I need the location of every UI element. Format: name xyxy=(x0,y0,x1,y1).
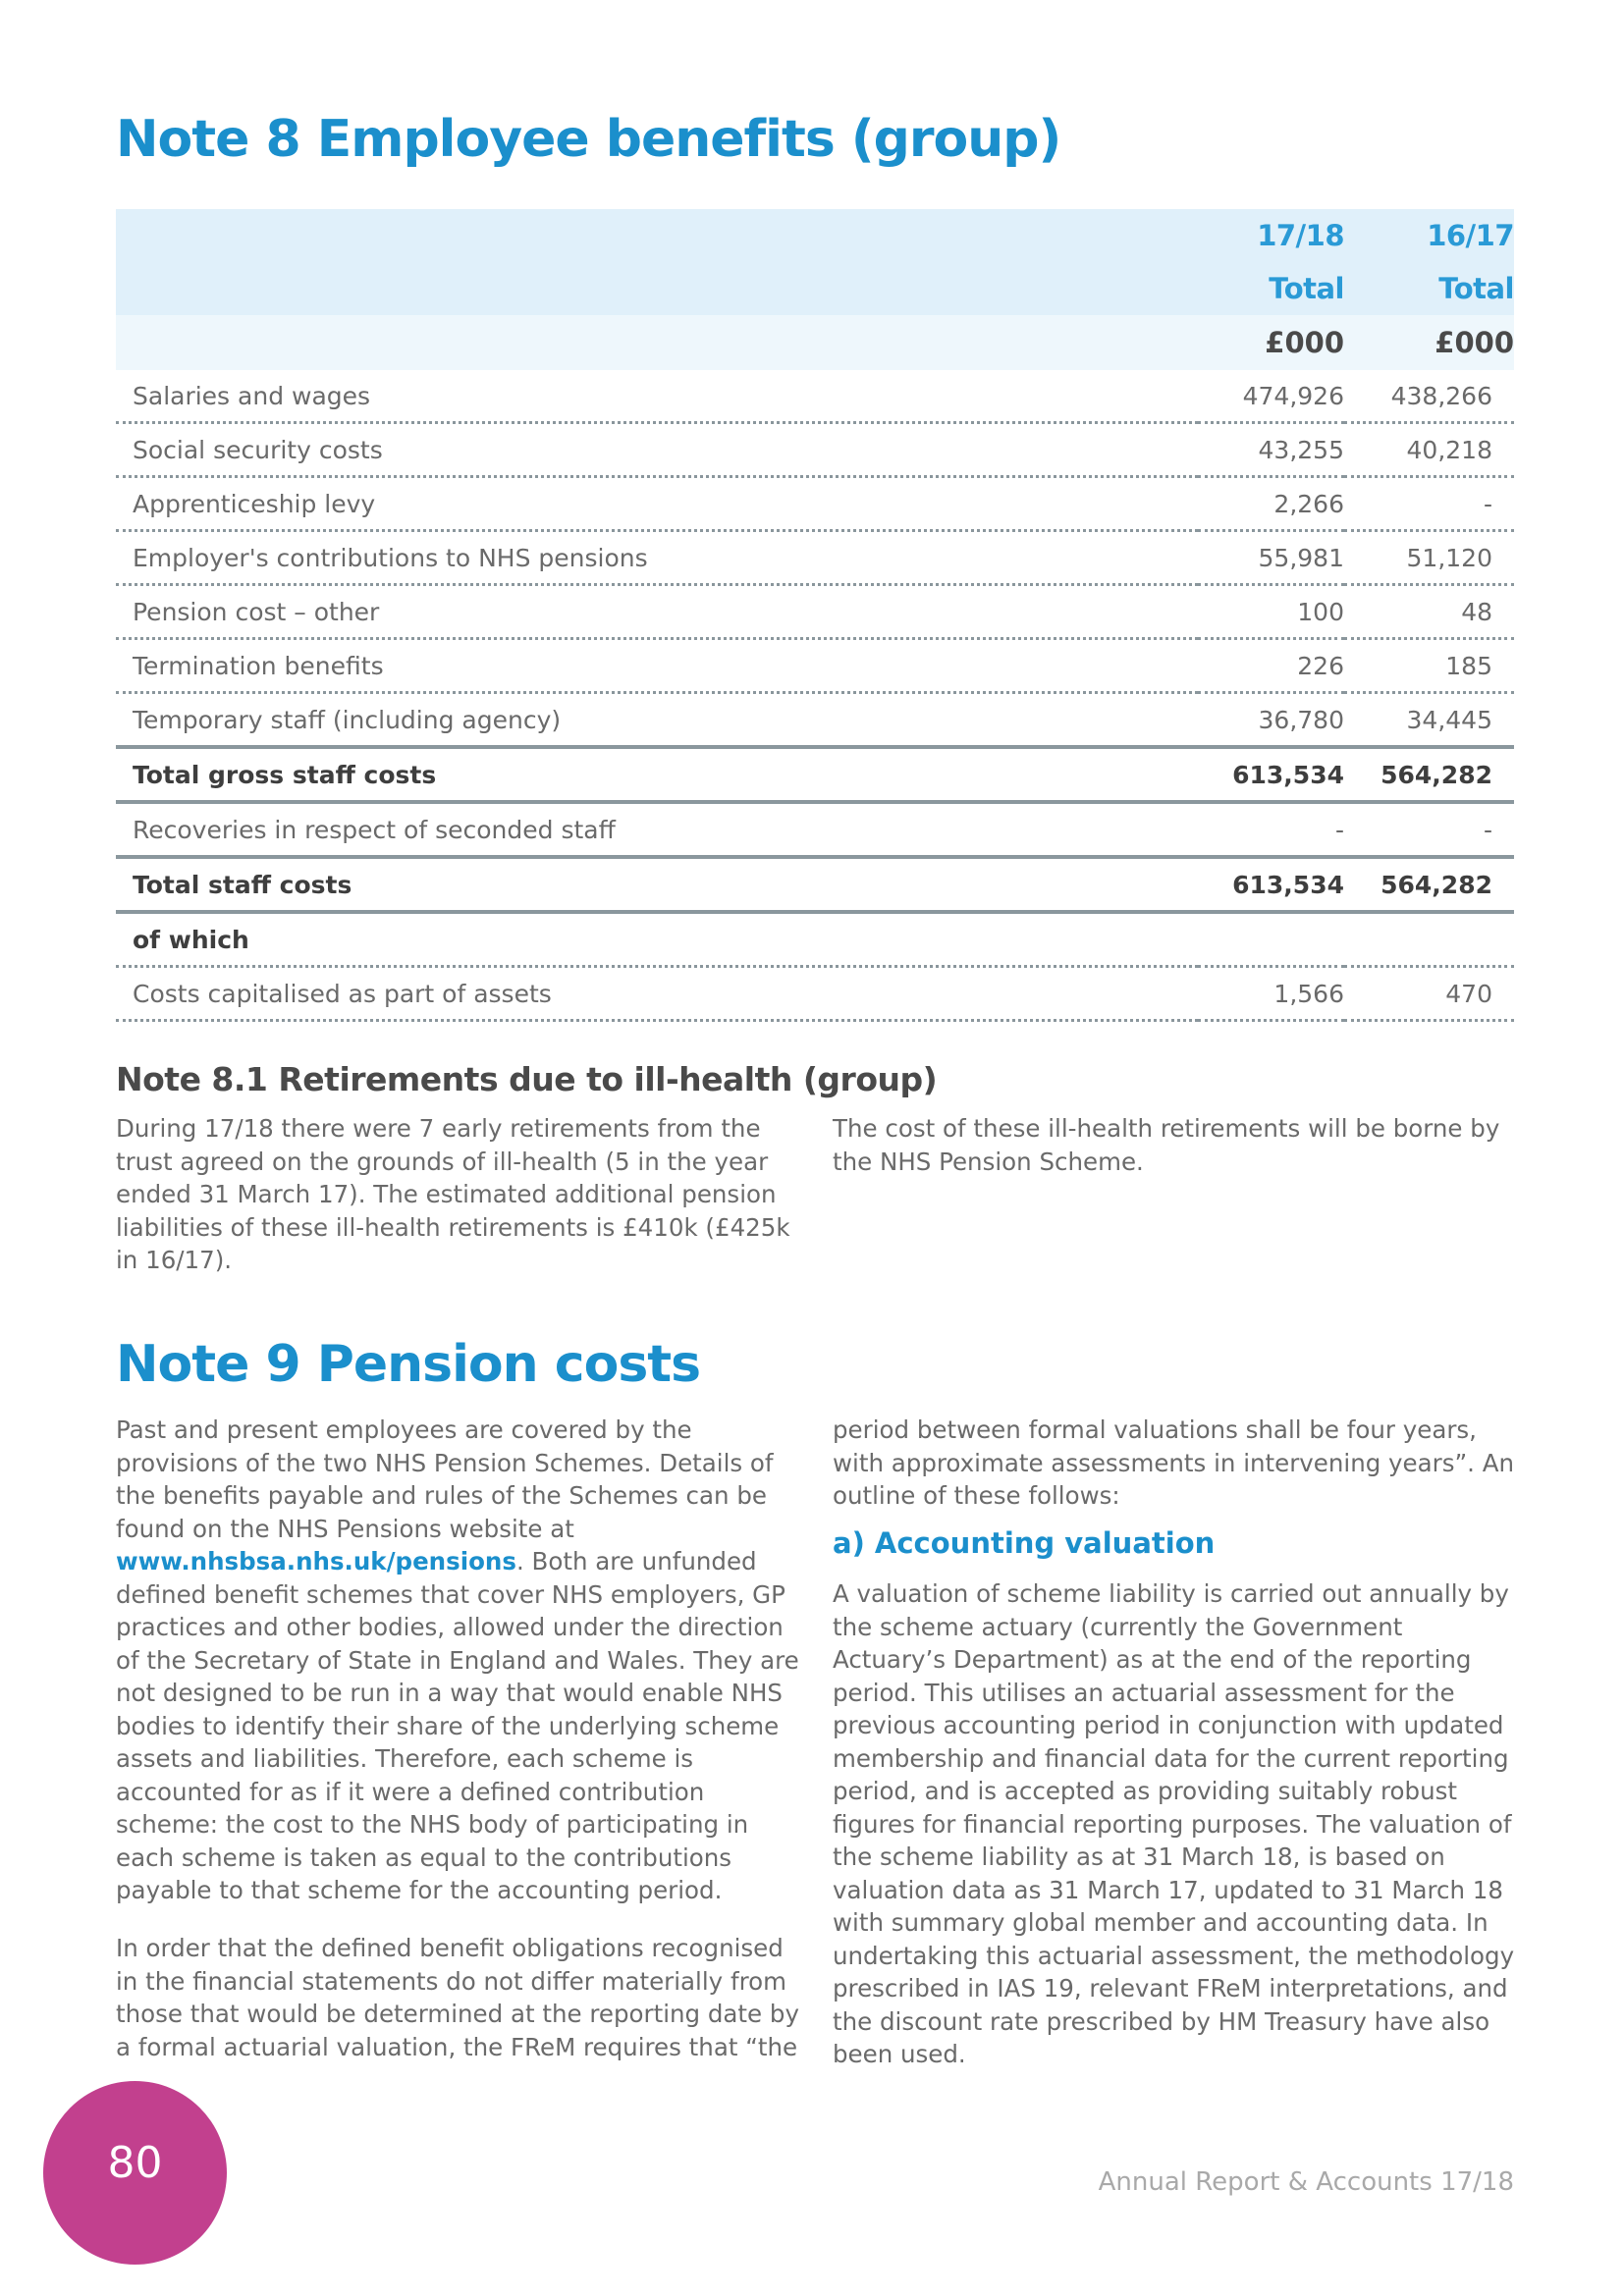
table-row: Employer's contributions to NHS pensions 55,981 51,120 xyxy=(116,531,1514,585)
employee-benefits-table xyxy=(116,209,1514,1022)
table-row-total-gross: Total gross staff costs 613,534 564,282 xyxy=(116,747,1514,802)
table-header-row-total xyxy=(116,262,1514,315)
report-footer-title: Annual Report & Accounts 17/18 xyxy=(1098,2167,1514,2197)
header-unit-1718: £000 xyxy=(1198,315,1344,370)
note8-1-title: Note 8.1 Retirements due to ill-health (group) xyxy=(116,1060,938,1098)
accounting-valuation-heading: a) Accounting valuation xyxy=(833,1526,1216,1560)
table-row: Apprenticeship levy 2,266 - xyxy=(116,477,1514,531)
page-number-badge xyxy=(43,2081,227,2265)
page-number: 80 xyxy=(107,2138,163,2188)
table-header-row-units xyxy=(116,315,1514,370)
note8-1-paragraph-right: The cost of these ill-health retirements will be borne by the NHS Pension Scheme. xyxy=(833,1114,1500,1176)
table-header-row-period xyxy=(116,209,1514,262)
header-total-1718: Total xyxy=(1198,262,1344,315)
header-period-1617: 16/17 xyxy=(1344,209,1514,262)
note9-paragraph-2-right: period between formal valuations shall be four years, with approximate assessments in intervening years”. An outline of these follows: xyxy=(833,1415,1515,1510)
header-total-1617: Total xyxy=(1344,262,1514,315)
nhs-pensions-link[interactable]: www.nhsbsa.nhs.uk/pensions xyxy=(116,1547,516,1575)
table-row: Salaries and wages 474,926 438,266 xyxy=(116,370,1514,423)
table-row: Social security costs 43,255 40,218 xyxy=(116,423,1514,477)
note9-paragraph-1: Past and present employees are covered by the provisions of the two NHS Pension Schemes. Details of the benefits payable and rules of the Schemes can be found on the NHS Pensions website at www.nhsbsa.nhs.uk/pensions. Both are unfunded defined benefit schemes that cover NHS employers, GP practices and other bodies, allowed under the direction of the Secretary of State in England and Wales. They are not designed to be run in a way that would enable NHS bodies to identify their share of the underlying scheme assets and liabilities. Therefore, each scheme is accounted for as if it were a defined contribution scheme: the cost to the NHS body of participating in each scheme is taken as equal to the contributions payable to that scheme for the accounting period. xyxy=(116,1415,799,1904)
table-row: Pension cost – other 100 48 xyxy=(116,585,1514,639)
header-period-1718: 17/18 xyxy=(1198,209,1344,262)
note8-title: Note 8 Employee benefits (group) xyxy=(116,110,1061,169)
table-row: Costs capitalised as part of assets 1,566 470 xyxy=(116,967,1514,1021)
table-row-of-which: of which xyxy=(116,912,1514,967)
header-unit-1617: £000 xyxy=(1344,315,1514,370)
note9-title: Note 9 Pension costs xyxy=(116,1335,701,1394)
table-row-total-staff: Total staff costs 613,534 564,282 xyxy=(116,857,1514,912)
accounting-valuation-body: A valuation of scheme liability is carried out annually by the scheme actuary (currently the Government Actuary’s Department) as at the end of the reporting period. This utilises an actuarial assessment for the previous accounting period in conjunction with updated membership and financial data for the current reporting period, and is accepted as providing suitably robust figures for financial reporting purposes. The valuation of the scheme liability as at 31 March 18, is based on valuation data as 31 March 17, updated to 31 March 18 with summary global member and accounting data. In undertaking this actuarial assessment, the methodology prescribed in IAS 19, relevant FReM interpretations, and the discount rate prescribed by HM Treasury have also been used. xyxy=(833,1579,1515,2068)
table-row: Termination benefits 226 185 xyxy=(116,639,1514,693)
note8-1-paragraph-left: During 17/18 there were 7 early retirements from the trust agreed on the grounds of ill-health (5 in the year ended 31 March 17). The estimated additional pension liabilities of these ill-health retirements is £410k (£425k in 16/17). xyxy=(116,1114,790,1274)
table-row: Recoveries in respect of seconded staff - - xyxy=(116,802,1514,857)
note9-paragraph-2-left: In order that the defined benefit obligations recognised in the financial statements do not differ materially from those that would be determined at the reporting date by a formal actuarial valuation, the FReM requires that “the xyxy=(116,1934,799,2061)
table-row: Temporary staff (including agency) 36,780 34,445 xyxy=(116,693,1514,748)
